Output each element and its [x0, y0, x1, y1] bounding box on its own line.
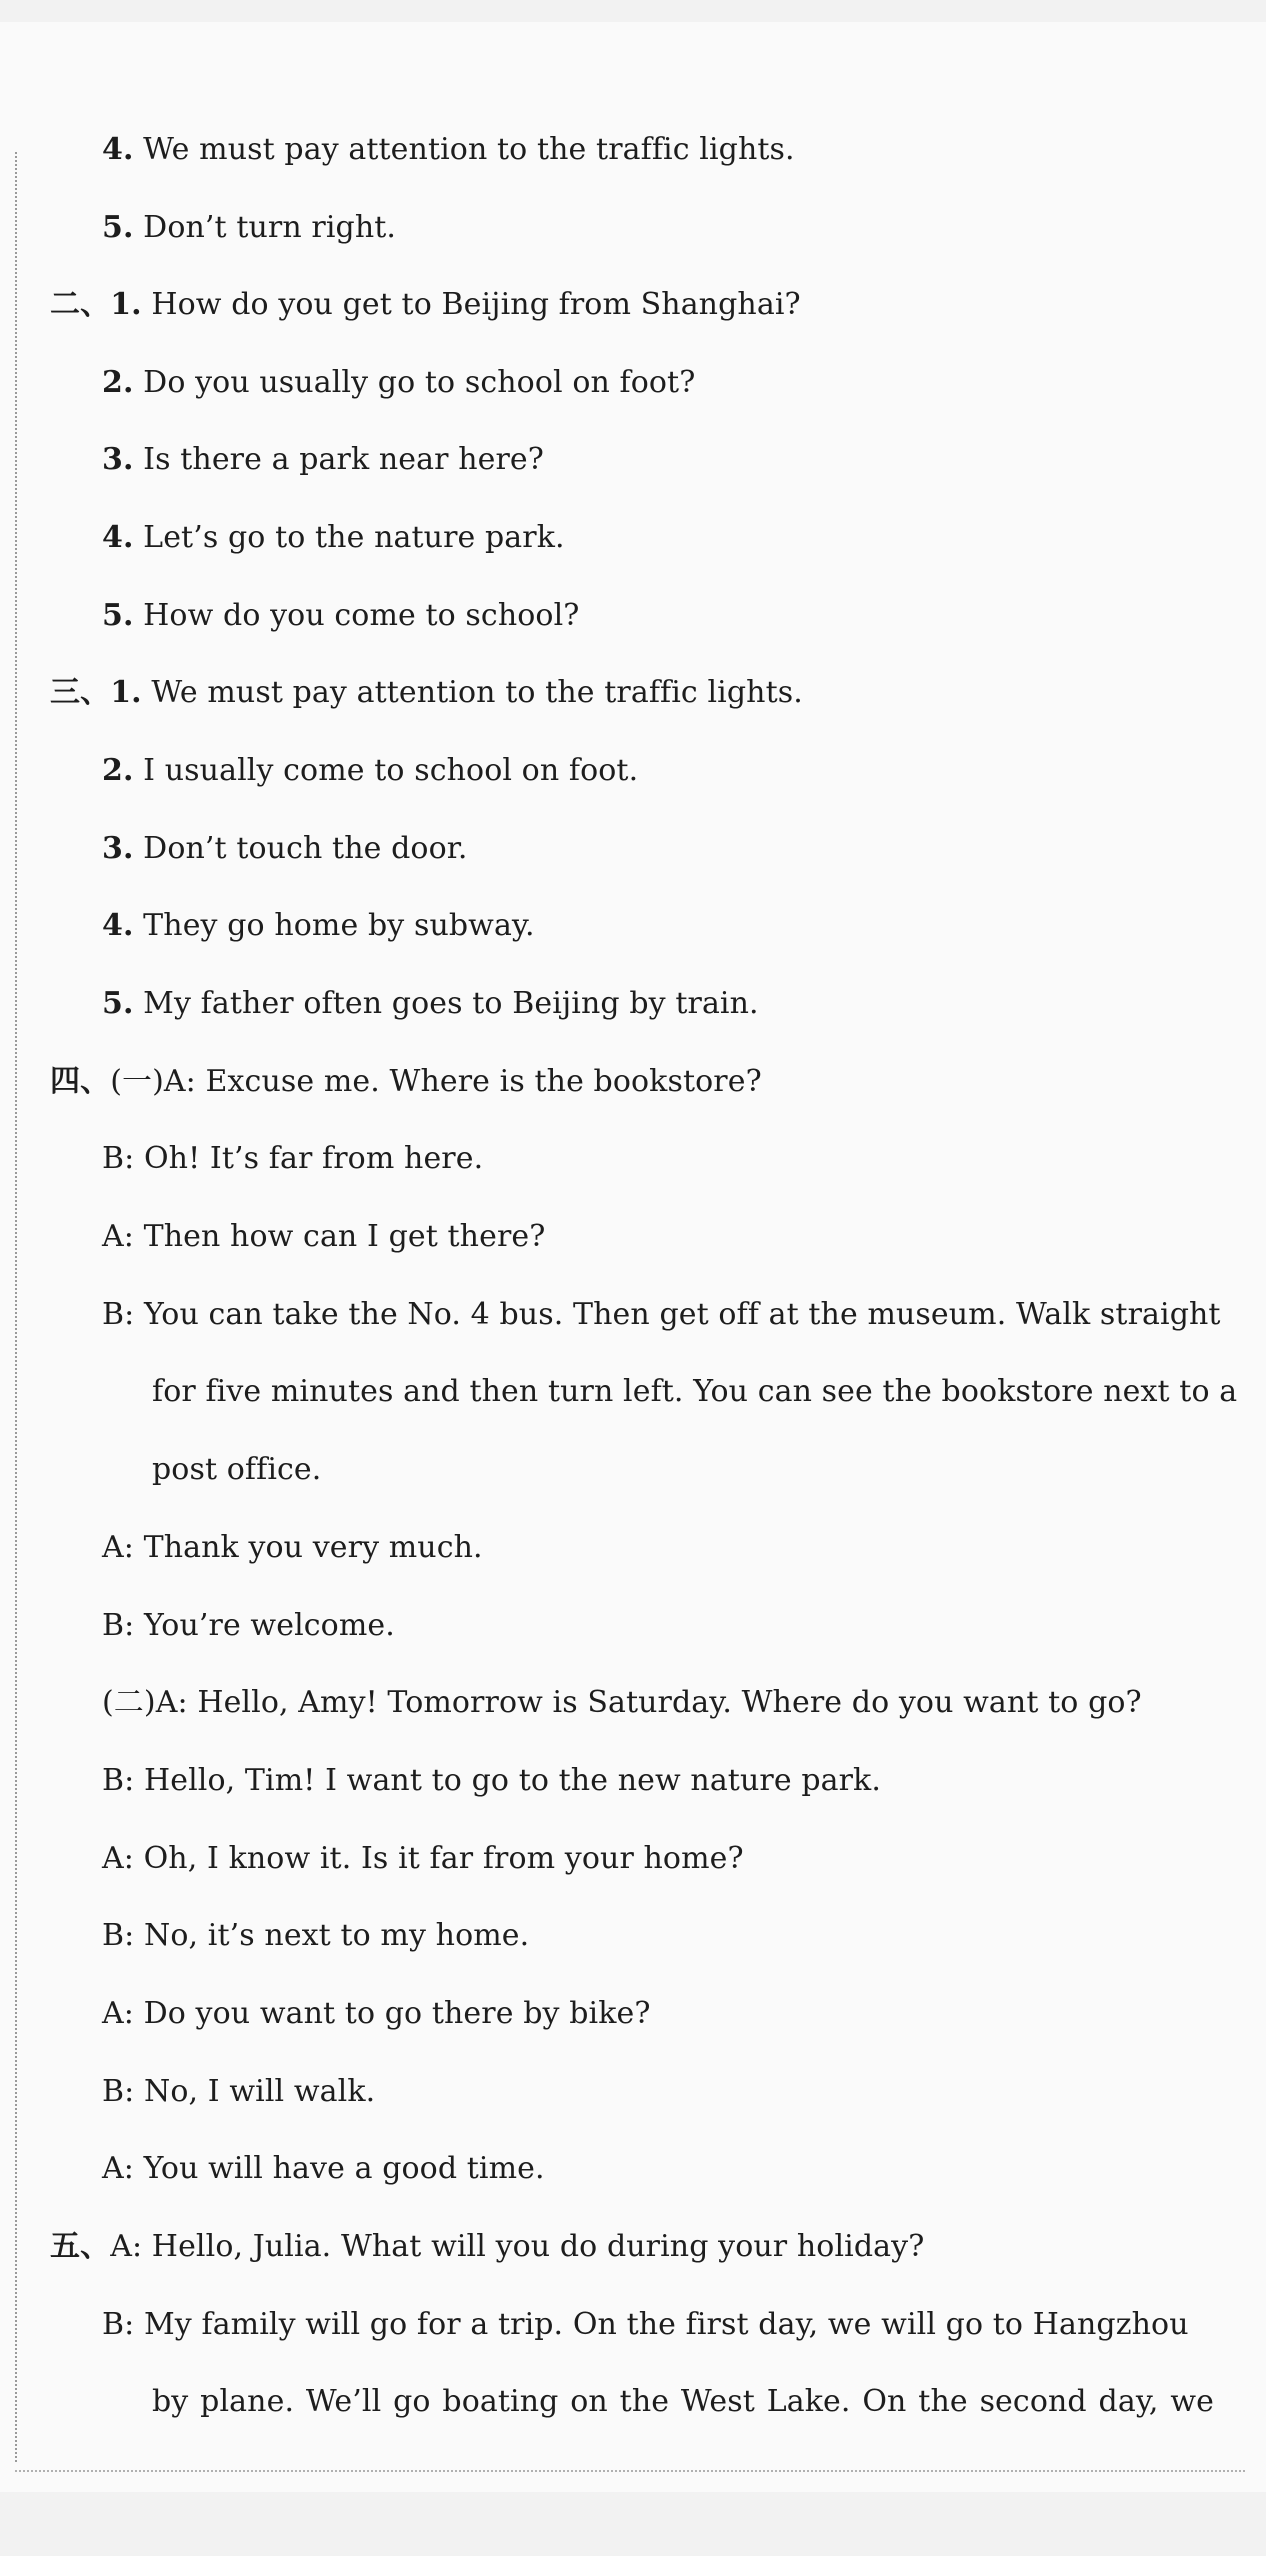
dialogue-line-continued: post office.: [152, 1452, 322, 1487]
dialogue-line-continued: by plane. We’ll go boating on the West Lake. On the second day, we: [152, 2384, 1214, 2419]
dialogue-line: A: Oh, I know it. Is it far from your home?: [102, 1841, 744, 1876]
section-4-dialogue-1-line: 四、(一)A: Excuse me. Where is the bookstore?: [50, 1064, 762, 1099]
answer-item: 5. My father often goes to Beijing by train.: [102, 986, 759, 1021]
dialogue-line: A: Thank you very much.: [102, 1530, 483, 1565]
section-3-item: 三、1. We must pay attention to the traffic lights.: [50, 675, 803, 710]
answer-item: 5. How do you come to school?: [102, 598, 580, 633]
dialogue-line: B: Oh! It’s far from here.: [102, 1141, 484, 1176]
answer-item: 4. Let’s go to the nature park.: [102, 520, 565, 555]
answer-item: 4. We must pay attention to the traffic lights.: [102, 132, 795, 167]
dialogue-line: B: No, it’s next to my home.: [102, 1918, 530, 1953]
dialogue-line: A: You will have a good time.: [102, 2151, 545, 2186]
dialogue-line: A: Then how can I get there?: [102, 1219, 546, 1254]
dialogue-line: B: No, I will walk.: [102, 2074, 376, 2109]
answer-item: 3. Is there a park near here?: [102, 442, 544, 477]
dialogue-line: B: My family will go for a trip. On the first day, we will go to Hangzhou: [102, 2307, 1189, 2342]
answer-page: [0, 22, 1266, 2492]
section-3-marker: 三、: [50, 675, 111, 710]
section-4-marker: 四、: [50, 1064, 111, 1099]
answer-item: 3. Don’t touch the door.: [102, 831, 468, 866]
left-dotted-margin-line: [15, 152, 17, 2462]
section-4-dialogue-2-line: (二)A: Hello, Amy! Tomorrow is Saturday. Where do you want to go?: [102, 1685, 1142, 1720]
answer-item: 5. Don’t turn right.: [102, 210, 397, 245]
bottom-dotted-line: [15, 2470, 1245, 2472]
section-5-line: 五、A: Hello, Julia. What will you do during your holiday?: [50, 2229, 925, 2264]
section-5-marker: 五、: [50, 2229, 111, 2264]
section-2-item: 二、1. How do you get to Beijing from Shanghai?: [50, 287, 801, 322]
section-2-marker: 二、: [50, 287, 111, 322]
dialogue-line: B: You’re welcome.: [102, 1608, 395, 1643]
dialogue-line: A: Do you want to go there by bike?: [102, 1996, 651, 2031]
answer-item: 2. I usually come to school on foot.: [102, 753, 639, 788]
answer-item: 4. They go home by subway.: [102, 908, 535, 943]
answer-item: 2. Do you usually go to school on foot?: [102, 365, 696, 400]
dialogue-line-continued: for five minutes and then turn left. You can see the bookstore next to a: [152, 1374, 1238, 1409]
dialogue-line: B: Hello, Tim! I want to go to the new nature park.: [102, 1763, 881, 1798]
dialogue-line: B: You can take the No. 4 bus. Then get off at the museum. Walk straight: [102, 1297, 1221, 1332]
